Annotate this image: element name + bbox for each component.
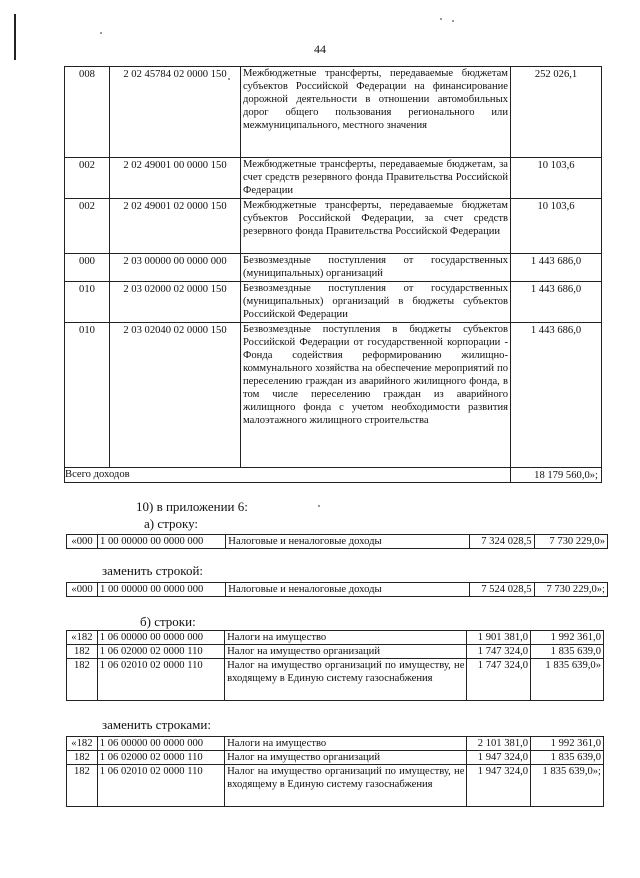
- cell-name: Налог на имущество организаций: [225, 751, 467, 765]
- cell-amount-2: 7 730 229,0»: [534, 535, 607, 549]
- new-row-table: [66, 582, 608, 597]
- row-kbk: 2 03 02000 02 0000 150: [110, 282, 241, 323]
- cell-code: «182: [67, 631, 98, 645]
- page-number: 44: [314, 42, 326, 56]
- table-row: [65, 67, 602, 158]
- cell-name: Налог на имущество организаций по имуществу, не входящему в Единую систему газоснабжения: [225, 659, 467, 701]
- item-b-heading: б) строки:: [140, 614, 196, 629]
- table-row: [67, 765, 604, 807]
- cell-kbk: 1 00 00000 00 0000 000: [98, 535, 226, 549]
- row-code: 002: [65, 158, 110, 199]
- table-row: [67, 631, 604, 645]
- cell-amount-2: 1 835 639,0: [531, 645, 604, 659]
- row-code: 010: [65, 323, 110, 468]
- cell-code: «182: [67, 737, 98, 751]
- cell-kbk: 1 00 00000 00 0000 000: [98, 583, 226, 597]
- row-amount: 1 443 686,0: [511, 282, 602, 323]
- row-name: Межбюджетные трансферты, передаваемые бюджетам субъектов Российской Федерации на финансирование дорожной деятельности в отношении автомобильных дорог общего пользования регионального или межмуниципального, местного значения: [241, 67, 511, 158]
- cell-amount-1: 1 747 324,0: [467, 645, 531, 659]
- row-amount: 1 443 686,0: [511, 254, 602, 282]
- table-row: [67, 737, 604, 751]
- table-row: [65, 254, 602, 282]
- appendix-heading: 10) в приложении 6:: [136, 499, 248, 514]
- cell-amount-2: 1 835 639,0»;: [531, 765, 604, 807]
- total-amount: 18 179 560,0»;: [511, 468, 602, 483]
- cell-code: 182: [67, 765, 98, 807]
- table-row: [65, 323, 602, 468]
- row-kbk: 2 02 49001 02 0000 150: [110, 199, 241, 254]
- row-amount: 10 103,6: [511, 199, 602, 254]
- row-code: 008: [65, 67, 110, 158]
- total-row: [65, 468, 602, 483]
- replace-row-heading: заменить строкой:: [102, 563, 204, 578]
- cell-amount-2: 7 730 229,0»;: [534, 583, 607, 597]
- cell-code: «000: [67, 583, 98, 597]
- row-kbk: 2 03 00000 00 0000 000: [110, 254, 241, 282]
- cell-kbk: 1 06 02010 02 0000 110: [97, 659, 224, 701]
- row-amount: 1 443 686,0: [511, 323, 602, 468]
- table-row: [65, 282, 602, 323]
- row-code: 010: [65, 282, 110, 323]
- row-kbk: 2 02 45784 02 0000 150: [110, 67, 241, 158]
- table-row: [65, 158, 602, 199]
- cell-code: 182: [67, 645, 98, 659]
- row-amount: 10 103,6: [511, 158, 602, 199]
- total-label: Всего доходов: [65, 468, 511, 483]
- cell-kbk: 1 06 02010 02 0000 110: [97, 765, 224, 807]
- cell-amount-2: 1 835 639,0»: [531, 659, 604, 701]
- cell-amount-2: 1 992 361,0: [531, 631, 604, 645]
- table-row: [67, 535, 608, 549]
- cell-amount-1: 1 947 324,0: [467, 751, 531, 765]
- cell-amount-1: 1 947 324,0: [467, 765, 531, 807]
- cell-amount-1: 1 747 324,0: [467, 659, 531, 701]
- cell-code: 182: [67, 659, 98, 701]
- table-row: [65, 199, 602, 254]
- cell-name: Налоги на имущество: [225, 631, 467, 645]
- cell-kbk: 1 06 00000 00 0000 000: [97, 631, 224, 645]
- cell-amount-1: 1 901 381,0: [467, 631, 531, 645]
- row-name: Безвозмездные поступления от государственных (муниципальных) организаций в бюджеты субъектов Российской Федерации: [241, 282, 511, 323]
- cell-name: Налоговые и неналоговые доходы: [226, 583, 470, 597]
- new-rows-table: [66, 736, 604, 807]
- revenue-table: [64, 66, 602, 483]
- cell-name: Налог на имущество организаций по имуществу, не входящему в Единую систему газоснабжения: [225, 765, 467, 807]
- scan-speck: [318, 505, 320, 507]
- row-name: Безвозмездные поступления в бюджеты субъектов Российской Федерации от государственной корпорации - Фонда содействия реформированию жилищно-коммунального хозяйства на обеспечение мероприятий по переселению граждан из аварийного жилищного фонда, в том числе переселению граждан из аварийного жилищного фонда с учетом необходимости развития малоэтажного жилищного строительства: [241, 323, 511, 468]
- cell-amount-2: 1 835 639,0: [531, 751, 604, 765]
- row-code: 000: [65, 254, 110, 282]
- cell-name: Налог на имущество организаций: [225, 645, 467, 659]
- item-a-heading: а) строку:: [144, 516, 199, 531]
- old-row-table: [66, 534, 608, 549]
- cell-kbk: 1 06 02000 02 0000 110: [97, 645, 224, 659]
- cell-kbk: 1 06 02000 02 0000 110: [97, 751, 224, 765]
- cell-amount-1: 7 524 028,5: [470, 583, 534, 597]
- cell-amount-1: 2 101 381,0: [467, 737, 531, 751]
- row-code: 002: [65, 199, 110, 254]
- scan-speck: [452, 20, 454, 22]
- cell-amount-2: 1 992 361,0: [531, 737, 604, 751]
- cell-name: Налоговые и неналоговые доходы: [226, 535, 470, 549]
- row-name: Межбюджетные трансферты, передаваемые бюджетам субъектов Российской Федерации, за счет средств резервного фонда Правительства Российской Федерации: [241, 199, 511, 254]
- replace-rows-heading: заменить строками:: [102, 717, 211, 732]
- table-row: [67, 583, 608, 597]
- scan-speck: [440, 18, 442, 20]
- cell-name: Налоги на имущество: [225, 737, 467, 751]
- cell-kbk: 1 06 00000 00 0000 000: [97, 737, 224, 751]
- table-row: [67, 751, 604, 765]
- row-name: Безвозмездные поступления от государственных (муниципальных) организаций: [241, 254, 511, 282]
- cell-code: 182: [67, 751, 98, 765]
- cell-code: «000: [67, 535, 98, 549]
- table-row: [67, 659, 604, 701]
- row-kbk: 2 03 02040 02 0000 150: [110, 323, 241, 468]
- scan-speck: [100, 32, 102, 34]
- table-row: [67, 645, 604, 659]
- cell-amount-1: 7 324 028,5: [470, 535, 534, 549]
- row-name: Межбюджетные трансферты, передаваемые бюджетам, за счет средств резервного фонда Правительства Российской Федерации: [241, 158, 511, 199]
- old-rows-table: [66, 630, 604, 701]
- row-kbk: 2 02 49001 00 0000 150: [110, 158, 241, 199]
- row-amount: 252 026,1: [511, 67, 602, 158]
